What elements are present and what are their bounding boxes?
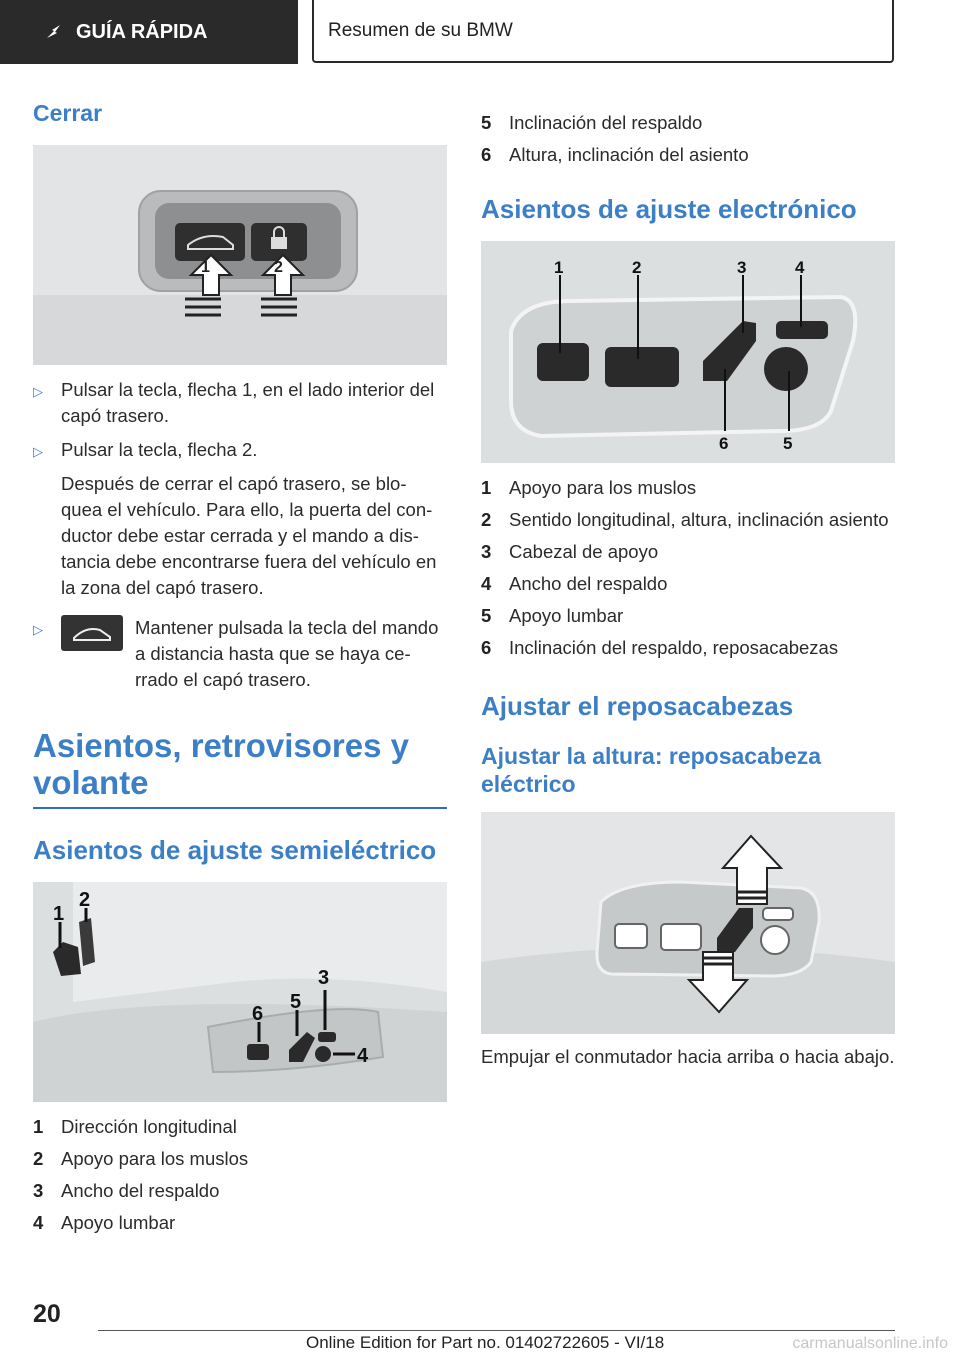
list-item xyxy=(33,1210,447,1236)
item-text: Apoyo lumbar xyxy=(509,605,624,626)
headrest-switch-figure xyxy=(481,812,895,1034)
item-number: 6 xyxy=(481,637,492,658)
watermark: carmanualsonline.info xyxy=(792,1335,948,1352)
fig2-label-3: 3 xyxy=(318,967,330,989)
page-number: 20 xyxy=(33,1300,61,1328)
lightning-icon xyxy=(44,22,64,42)
fig3-label-3: 3 xyxy=(737,258,747,277)
item-text: Apoyo para los muslos xyxy=(509,477,697,498)
item-text: Ancho del respaldo xyxy=(509,573,668,594)
remote-tailgate-key-icon xyxy=(61,615,123,651)
footer-divider xyxy=(98,1330,895,1331)
fig2-label-4: 4 xyxy=(357,1045,369,1067)
fig2-label-6: 6 xyxy=(252,1003,264,1025)
chapter-heading: Asientos, retrovisores y volante xyxy=(33,727,409,801)
fig3-label-4: 4 xyxy=(795,258,805,277)
fig3-label-6: 6 xyxy=(719,434,729,453)
semi-electric-heading: Asientos de ajuste semieléctrico xyxy=(33,835,437,865)
item-number: 1 xyxy=(481,477,492,498)
fig3-label-1: 1 xyxy=(554,258,564,277)
section-title-text: Resumen de su BMW xyxy=(328,19,513,41)
item-number: 5 xyxy=(481,112,492,133)
item-number: 3 xyxy=(481,541,492,562)
electric-heading: Asientos de ajuste electrónico xyxy=(481,194,857,224)
fig3-label-2: 2 xyxy=(632,258,642,277)
headrest-instruction: Empujar el conmutador hacia arriba o hacia abajo. xyxy=(481,1046,895,1067)
item-text: Sentido longitudinal, altura, inclinación asiento xyxy=(509,509,889,530)
cerrar-heading: Cerrar xyxy=(33,100,103,126)
item-text: Apoyo para los muslos xyxy=(61,1148,249,1169)
item-number: 3 xyxy=(33,1180,44,1201)
section-title xyxy=(312,0,894,63)
item-number: 2 xyxy=(33,1148,44,1169)
right-column xyxy=(481,100,895,1070)
item-number: 2 xyxy=(481,509,492,530)
bullet-item xyxy=(33,437,447,601)
list-item xyxy=(481,475,895,501)
list-item xyxy=(481,603,895,629)
electric-seat-controls-figure xyxy=(481,241,895,463)
item-number: 4 xyxy=(481,573,492,594)
chapter-divider xyxy=(33,807,447,809)
item-text: Inclinación del respaldo xyxy=(509,112,703,133)
list-item xyxy=(481,539,895,565)
item-text: Dirección longitudinal xyxy=(61,1116,237,1137)
list-item xyxy=(481,142,895,168)
semi-electric-list-cont xyxy=(481,110,895,168)
fig2-label-5: 5 xyxy=(290,991,302,1013)
quick-guide-label: GUÍA RÁPIDA xyxy=(76,20,208,43)
list-item xyxy=(33,1114,447,1140)
list-item xyxy=(33,1178,447,1204)
left-column xyxy=(33,100,447,1242)
bullet-item xyxy=(33,377,447,429)
triangle-icon: ▷ xyxy=(33,384,43,399)
fig1-label-2: 2 xyxy=(274,259,283,276)
electric-list xyxy=(481,475,895,661)
list-item xyxy=(33,1146,447,1172)
fig1-label-1: 1 xyxy=(201,259,210,276)
list-item xyxy=(481,571,895,597)
fig3-label-5: 5 xyxy=(783,434,793,453)
tailgate-buttons-figure xyxy=(33,145,447,365)
fig2-label-1: 1 xyxy=(53,903,65,925)
bullet-text: Pulsar la tecla, flecha 1, en el lado interior del capó trasero. xyxy=(61,379,435,426)
headrest-subheading: Ajustar la altura: reposacabeza eléctrico xyxy=(481,743,822,797)
headrest-heading: Ajustar el reposacabezas xyxy=(481,691,794,721)
item-text: Ancho del respaldo xyxy=(61,1180,220,1201)
item-text: Apoyo lumbar xyxy=(61,1212,176,1233)
bullet-item xyxy=(33,615,447,693)
semi-electric-list xyxy=(33,1114,447,1236)
item-number: 5 xyxy=(481,605,492,626)
item-text: Altura, inclinación del asiento xyxy=(509,144,749,165)
item-number: 6 xyxy=(481,144,492,165)
bullet-detail-text: Después de cerrar el capó trasero, se blo-quea el vehículo. Para ello, la puerta del con-ductor debe estar cerrada y el mando a dis-tancia debe encontrarse fuera del vehículo en la zona del capó trasero. xyxy=(61,473,437,598)
item-text: Inclinación del respaldo, reposacabezas xyxy=(509,637,839,658)
item-number: 4 xyxy=(33,1212,44,1233)
triangle-icon: ▷ xyxy=(33,444,43,459)
item-number: 1 xyxy=(33,1116,44,1137)
list-item xyxy=(481,507,895,533)
item-text: Cabezal de apoyo xyxy=(509,541,659,562)
semi-electric-seat-figure xyxy=(33,882,447,1102)
fig2-label-2: 2 xyxy=(79,889,91,911)
edition-text: Online Edition for Part no. 01402722605 - VI/18 xyxy=(306,1333,665,1352)
quick-guide-tab[interactable] xyxy=(0,0,298,64)
list-item xyxy=(481,110,895,136)
triangle-icon: ▷ xyxy=(33,622,43,637)
list-item xyxy=(481,635,895,661)
bullet-text: Pulsar la tecla, flecha 2. xyxy=(61,439,258,460)
bullet-text: Mantener pulsada la tecla del mando a distancia hasta que se haya ce-rrado el capó trasero. xyxy=(135,617,439,690)
